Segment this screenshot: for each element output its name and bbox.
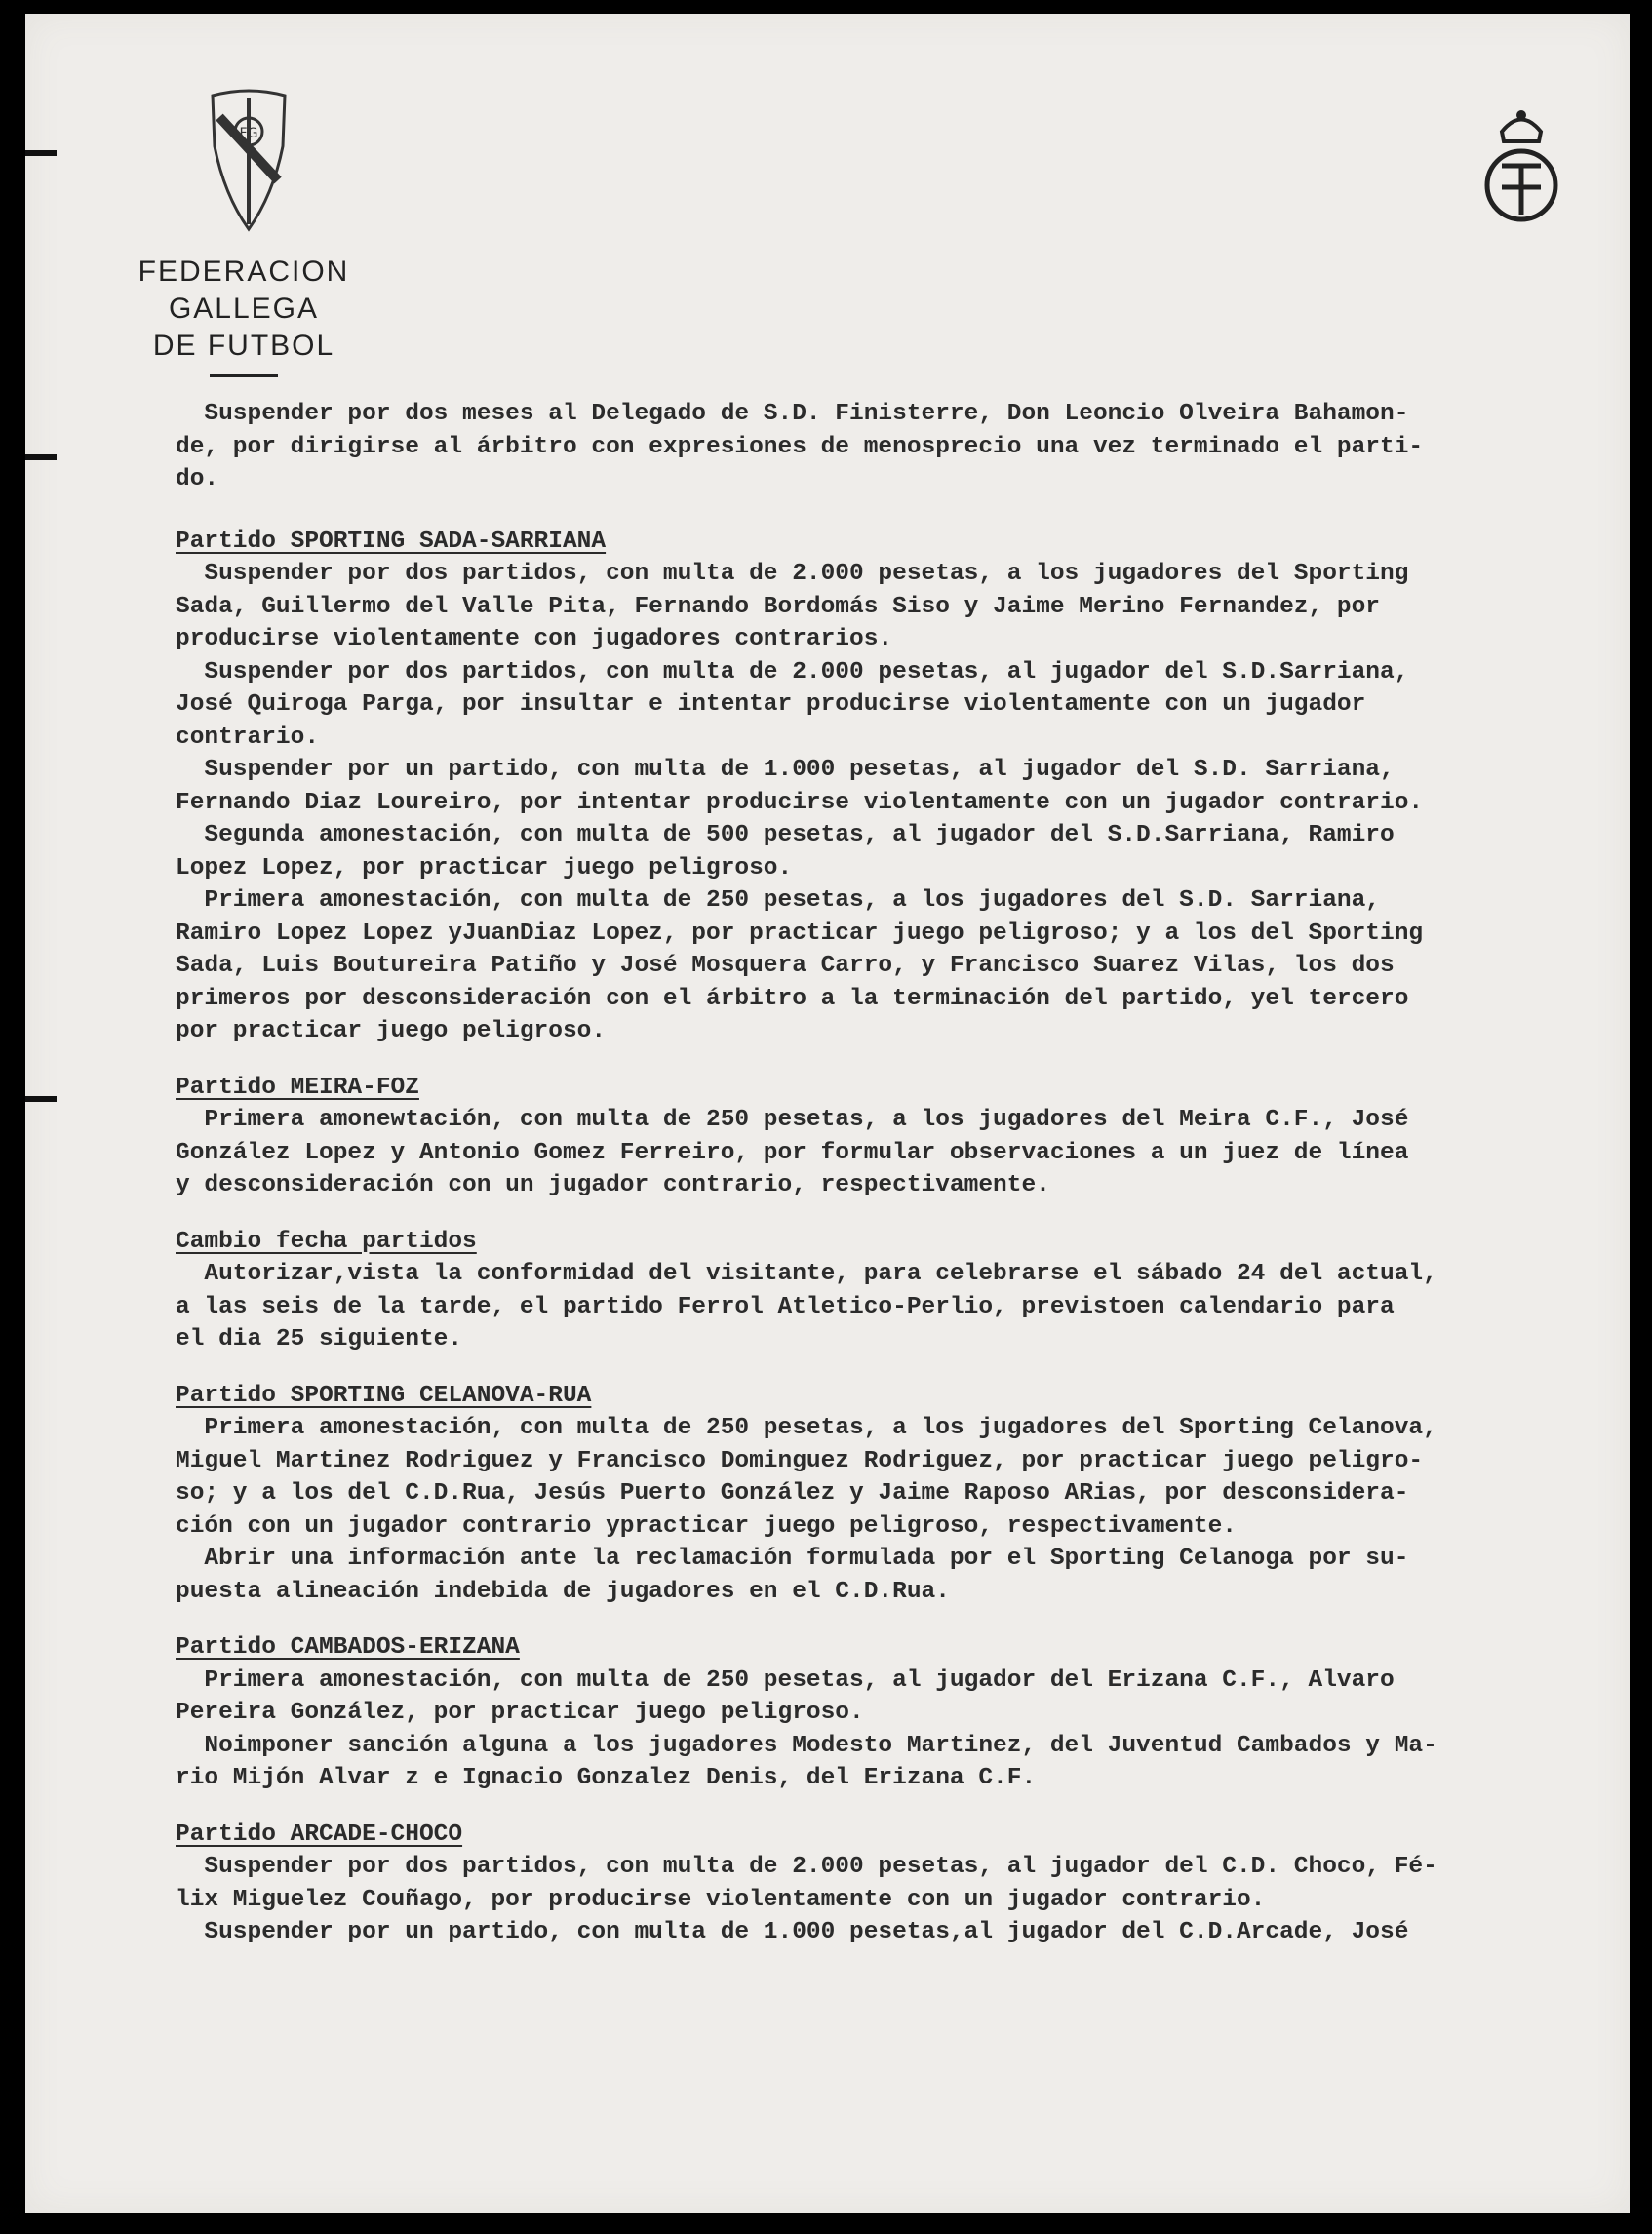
- paragraph: Primera amonestación, con multa de 250 pesetas, al jugador del Erizana C.F., Alvaro Pereira González, por practicar juego peligroso.: [176, 1666, 1395, 1726]
- section-heading: Partido CAMBADOS-ERIZANA: [176, 1634, 520, 1661]
- section-heading: Partido SPORTING CELANOVA-RUA: [176, 1382, 592, 1409]
- section: [176, 1226, 1609, 1356]
- letterhead-line-2: DE FUTBOL: [152, 330, 335, 362]
- letterhead: [59, 254, 429, 377]
- svg-text:FG: FG: [239, 126, 258, 141]
- section-heading: Partido MEIRA-FOZ: [176, 1074, 419, 1101]
- paragraph: Primera amonestación, con multa de 250 pesetas, a los jugadores del Sporting Celanova, Miguel Martinez Rodriguez y Francisco Dominguez Rodriguez, por practicar juego peligro- so; y a los del C.D.Rua, Jesús Puerto González y Jaime Raposo ARias, por desconsidera- ción con un jugador contrario ypracticar juego peligroso, respectivamente.: [176, 1415, 1437, 1540]
- paragraph: Primera amonewtación, con multa de 250 pesetas, a los jugadores del Meira C.F., José González Lopez y Antonio Gomez Ferreiro, por formular observaciones a un juez de línea y desconsideración con un jugador contrario, respectivamente.: [176, 1107, 1409, 1198]
- section: [176, 526, 1609, 1048]
- section-heading: Cambio fecha partidos: [176, 1228, 477, 1255]
- section-heading: Partido ARCADE-CHOCO: [176, 1821, 463, 1848]
- document-body: [176, 398, 1609, 1949]
- letterhead-line-1: FEDERACION GALLEGA: [138, 255, 350, 325]
- section: [176, 398, 1609, 496]
- section-heading: Partido SPORTING SADA-SARRIANA: [176, 528, 607, 555]
- paragraph: Suspender por dos meses al Delegado de S.D. Finisterre, Don Leoncio Olveira Bahamon- de, por dirigirse al árbitro con expresiones de menosprecio una vez terminado el parti- do.: [176, 401, 1424, 492]
- paragraph: Abrir una información ante la reclamación formulada por el Sporting Celanoga por su- puesta alineación indebida de jugadores en el C.D.Rua.: [176, 1546, 1409, 1605]
- paragraph: Noimponer sanción alguna a los jugadores Modesto Martinez, del Juventud Cambados y Ma- rio Mijón Alvar z e Ignacio Gonzalez Denis, del Erizana C.F.: [176, 1732, 1437, 1791]
- paragraph: Segunda amonestación, con multa de 500 pesetas, al jugador del S.D.Sarriana, Ramiro Lopez Lopez, por practicar juego peligroso.: [176, 822, 1395, 882]
- paragraph: Autorizar,vista la conformidad del visitante, para celebrarse el sábado 24 del actual, a las seis de la tarde, el partido Ferrol Atletico-Perlio, previstoen calendario para el dia 25 siguiente.: [176, 1261, 1437, 1352]
- section: [176, 1380, 1609, 1609]
- spanish-federation-crest-logo: [1463, 107, 1580, 234]
- letterhead-rule: [210, 374, 278, 377]
- paragraph: Suspender por un partido, con multa de 1.000 pesetas,al jugador del C.D.Arcade, José: [176, 1919, 1409, 1945]
- punch-hole: [25, 150, 57, 156]
- paragraph: Suspender por dos partidos, con multa de 2.000 pesetas, al jugador del C.D. Choco, Fé- lix Miguelez Couñago, por producirse violentamente con un jugador contrario.: [176, 1854, 1437, 1913]
- section: [176, 1631, 1609, 1795]
- punch-hole: [25, 454, 57, 460]
- paragraph: Suspender por un partido, con multa de 1.000 pesetas, al jugador del S.D. Sarriana, Fernando Diaz Loureiro, por intentar producirse violentamente con un jugador contrario.: [176, 757, 1424, 816]
- punch-hole: [25, 1096, 57, 1102]
- paragraph: Primera amonestación, con multa de 250 pesetas, a los jugadores del S.D. Sarriana, Ramiro Lopez Lopez yJuanDiaz Lopez, por practicar juego peligroso; y a los del Sporting Sada, Luis Boutureira Patiño y José Mosquera Carro, y Francisco Suarez Vilas, los dos primeros por desconsideración con el árbitro a la terminación del partido, yel tercero por practicar juego peligroso.: [176, 887, 1424, 1044]
- paragraph: Suspender por dos partidos, con multa de 2.000 pesetas, a los jugadores del Sporting Sada, Guillermo del Valle Pita, Fernando Bordomás Siso y Jaime Merino Fernandez, por producirse violentamente con jugadores contrarios.: [176, 561, 1409, 652]
- paragraph: Suspender por dos partidos, con multa de 2.000 pesetas, al jugador del S.D.Sarriana, José Quiroga Parga, por insultar e intentar producirse violentamente con un jugador contrario.: [176, 658, 1409, 751]
- galician-federation-shield-logo: [205, 88, 293, 234]
- section: [176, 1819, 1609, 1949]
- section: [176, 1072, 1609, 1202]
